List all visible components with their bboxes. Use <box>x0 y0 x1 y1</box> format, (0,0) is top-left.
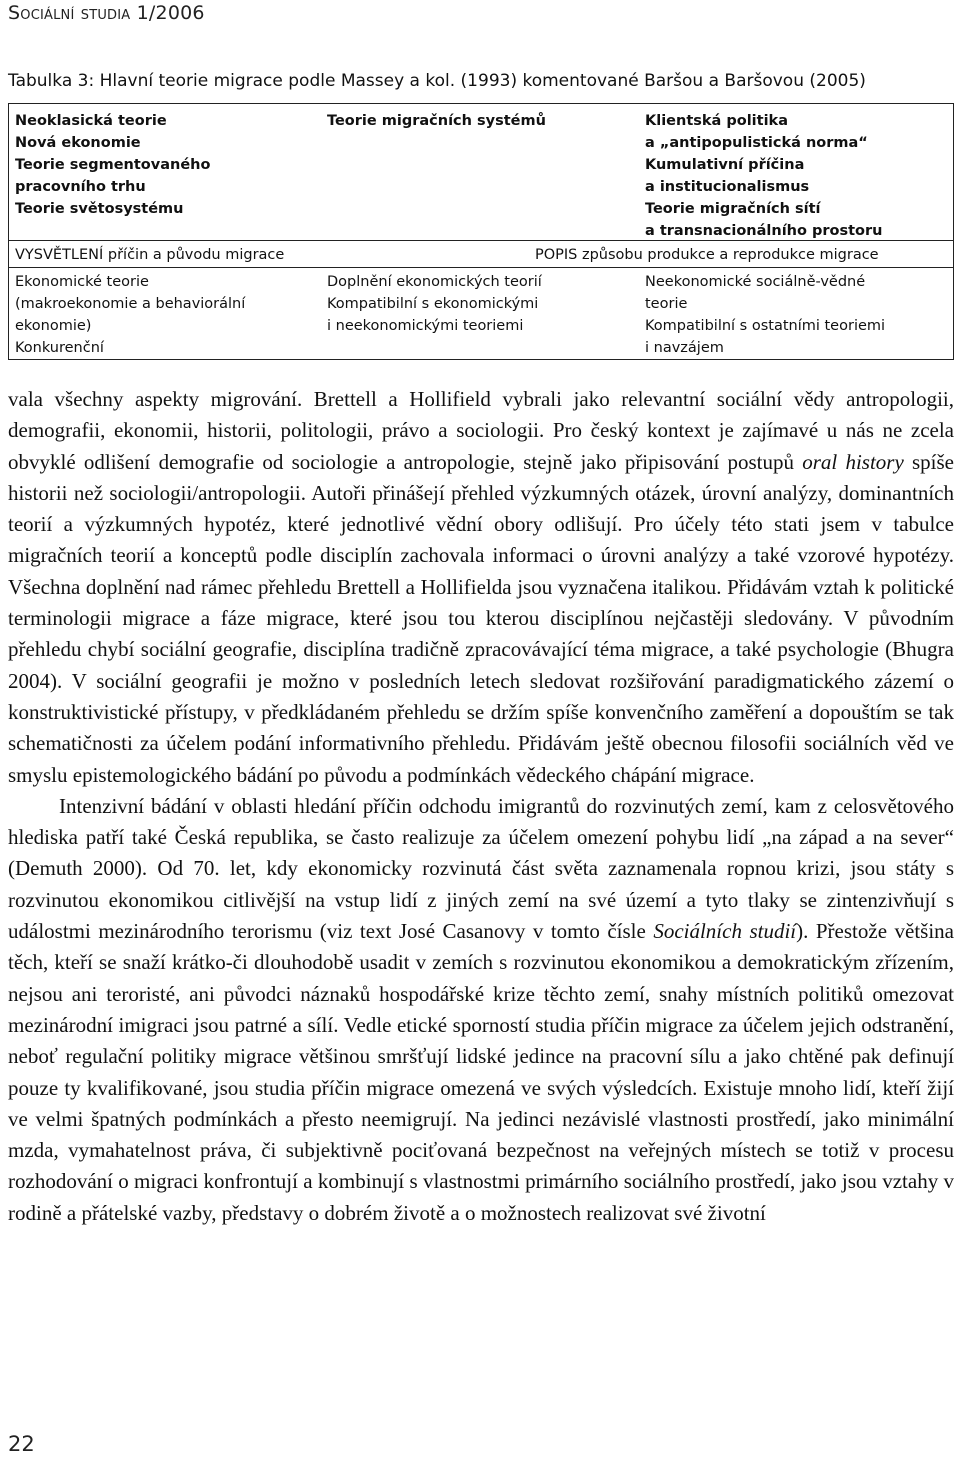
text-run: ). Přestože většina těch, kteří se snaží krátko-či dlouhodobě usadit v zemích s rozvinutou ekonomikou a demokratickým zřízením, nejsou ani teroristé, ani původci náznaků hospodářské krize těchto zemí, snahy místních politiků omezovat mezinárodní imigraci jsou patrné a sílí. Vedle etické sporností studia příčin migrace za účelem jejich odstranění, neboť regulační politiky migrace většinou smršťují lidské jedince na pracovní sílu a jako chtěné pak definují pouze ty kvalifikované, jsou studia příčin migrace omezená ve svých výsledcích. Existuje mnoho lidí, kteří žijí ve velmi špatných podmínkách a přesto neemigrují. Na jedinci nezávislé vlastnosti prostředí, jako minimální mzda, vymahatelnost práva, či subjektivně pociťovaná bezpečnost na veřejných místech se totiž v procesu rozhodování o migraci konfrontují a kombinují s vlastnostmi primárního sociálního prostředí, jako jsou vztahy v rodině a přátelské vazby, představy o dobrém životě a o možnostech realizovat své životní <box>8 919 954 1225</box>
cell-line: Ekonomické teorie <box>15 274 149 290</box>
cell-line: ekonomie) <box>15 318 92 334</box>
journal-issue: 1/2006 <box>136 2 205 24</box>
cell-line: Teorie světosystému <box>15 201 184 217</box>
cell-line: Kompatibilní s ekonomickými <box>327 296 539 312</box>
paragraph <box>8 384 954 791</box>
paragraph <box>8 791 954 1229</box>
page-number: 22 <box>8 1432 35 1456</box>
cell-bottom-left <box>15 271 315 359</box>
table-divider <box>9 240 953 241</box>
cell-top-left <box>15 110 315 220</box>
cell-line: Teorie migračních systémů <box>327 113 546 129</box>
article-body <box>8 384 954 1229</box>
cell-bottom-right <box>645 271 945 359</box>
cell-line: Neoklasická teorie <box>15 113 167 129</box>
explain-right: POPIS způsobu produkce a reprodukce migrace <box>535 247 879 263</box>
text-run: vala všechny aspekty migrování. Brettell a Hollifield vybrali jako relevantní sociální vědy antropologii, demografii, ekonomii, historii, politologii, právo a sociologii. Pro český kontext je zajímavé u nás ne zcela obvyklé odlišení demografie od sociologie a antropologie, stejně jako připisování postupů <box>8 387 954 474</box>
cell-line: pracovního trhu <box>15 179 146 195</box>
journal-name: Sociální studia <box>8 2 131 24</box>
italic-term: oral history <box>802 449 904 474</box>
text-run: spíše historii než sociologii/antropologii. Autoři přinášejí přehled výzkumných otázek, úrovní analýzy, dominantních teorií a výzkumných hypotéz, které jednotlivé vědní obory odlišují. Pro účely této stati jsem v tabulce migračních teorií a konceptů podle disciplín zachovala informaci o úrovni analýzy a také vzorové hypotézy. Všechna doplnění nad rámec přehledu Brettell a Hollifielda jsou vyznačena italikou. Přidávám vztah k politické terminologii migrace a fáze migrace, které jsou tou kterou disciplínou nejčastěji sledovány. V původním přehledu chybí sociální geografie, disciplína tradičně zpracovávající téma migrace, a také psychologie (Bhugra 2004). V sociální geografii je možno v posledních letech sledovat rozšiřování paradigmatického zázemí o konstruktivistické přístupy, v předkládaném přehledu se držím spíše konvenčního zaměření a dopouštím se tak schematičnosti za účelem podání informativního přehledu. Přidávám ještě obecnou filosofii sociálních věd ve smyslu epistemologického bádání po původu a podmínkách vědeckého chápání migrace. <box>8 449 955 787</box>
cell-line: i navzájem <box>645 340 724 356</box>
text-run: Intenzivní bádání v oblasti hledání příčin odchodu imigrantů do rozvinutých zemí, kam z celosvětového hlediska patří také Česká republika, se často realizuje za účelem omezení pohybu lidí „na západ a na sever“ (Demuth 2000). Od 70. let, kdy ekonomicky rozvinutá část světa zaznamenala ropnou krizi, jsou státy s rozvinutou ekonomikou citlivější na vstup lidí z jiných zemí na své území a tyto tlaky se zintenzivňují s událostmi mezinárodního terorismu (viz text José Casanovy v tomto čísle <box>8 793 954 944</box>
cell-line: Kumulativní příčina <box>645 157 805 173</box>
cell-bottom-mid <box>327 271 637 337</box>
explain-left: VYSVĚTLENÍ příčin a původu migrace <box>15 247 285 263</box>
running-header <box>8 2 205 24</box>
cell-line: Teorie segmentovaného <box>15 157 211 173</box>
cell-line: Doplnění ekonomických teorií <box>327 274 542 290</box>
cell-top-mid <box>327 110 637 132</box>
cell-line: Kompatibilní s ostatními teoriemi <box>645 318 886 334</box>
cell-line: Klientská politika <box>645 113 788 129</box>
cell-line: a transnacionálního prostoru <box>645 223 883 239</box>
table-divider <box>9 267 953 268</box>
migration-theories-table <box>8 103 954 360</box>
cell-line: Konkurenční <box>15 340 104 356</box>
cell-line: (makroekonomie a behaviorální <box>15 296 246 312</box>
cell-line: a institucionalismus <box>645 179 810 195</box>
cell-line: a „antipopulistická norma“ <box>645 135 868 151</box>
cell-line: i neekonomickými teoriemi <box>327 318 524 334</box>
cell-line: Teorie migračních sítí <box>645 201 821 217</box>
table-caption: Tabulka 3: Hlavní teorie migrace podle Massey a kol. (1993) komentované Baršou a Baršovou (2005) <box>8 71 866 91</box>
cell-line: teorie <box>645 296 688 312</box>
cell-line: Nová ekonomie <box>15 135 141 151</box>
italic-term: Sociálních studií <box>653 919 797 944</box>
cell-line: Neekonomické sociálně-vědné <box>645 274 866 290</box>
cell-top-right <box>645 110 945 242</box>
